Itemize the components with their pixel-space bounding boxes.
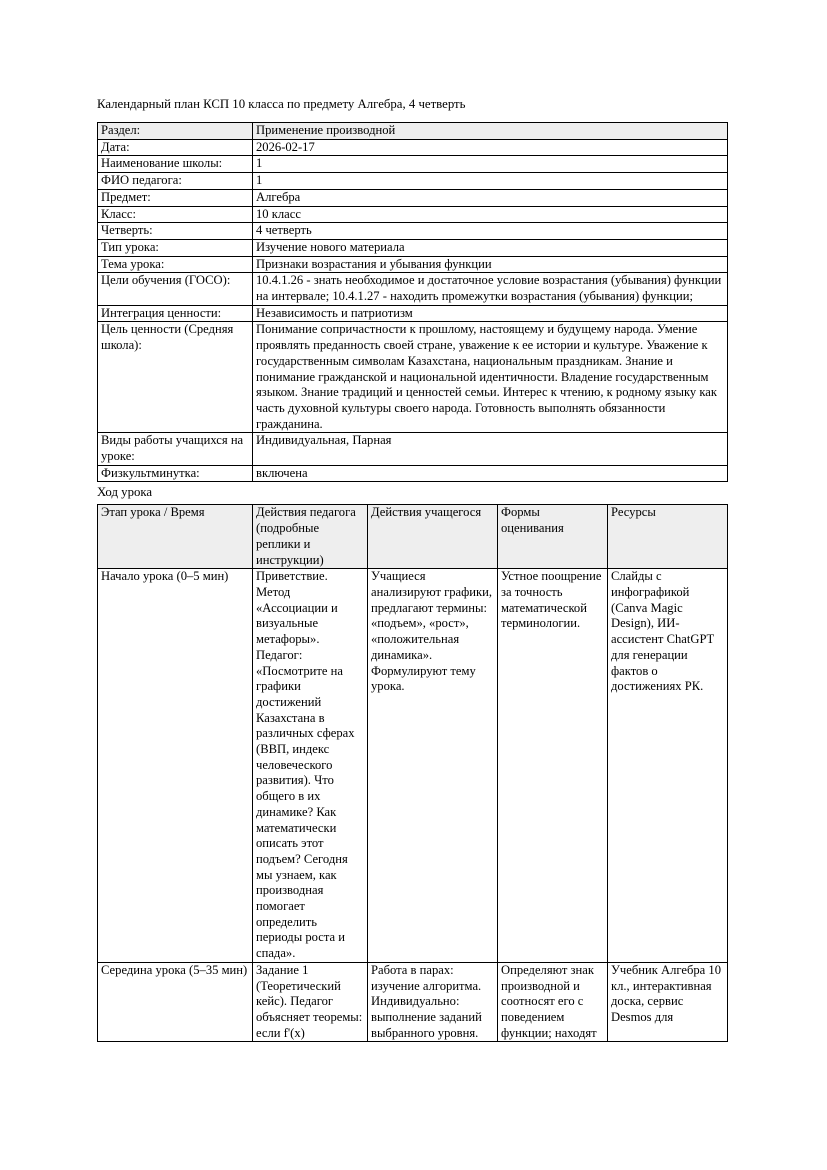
info-value: 10 класс <box>253 206 728 223</box>
section-heading: Ход урока <box>97 485 153 500</box>
info-label: Интеграция ценности: <box>98 305 253 322</box>
info-row-lesson-type <box>98 239 728 256</box>
info-row-values-goal <box>98 322 728 433</box>
lesson-cell-teacher: Задание 1 (Теоретический кейс). Педагог объясняет теоремы: если f'(x) <box>253 962 368 1042</box>
info-row-fizkultminutka <box>98 465 728 482</box>
info-row-class <box>98 206 728 223</box>
info-value: Индивидуальная, Парная <box>253 433 728 465</box>
info-label: Дата: <box>98 139 253 156</box>
lesson-cell-assessment: Устное поощрение за точность математической терминологии. <box>498 569 608 963</box>
info-row-work-types <box>98 433 728 465</box>
lesson-header-student: Действия учащегося <box>368 505 498 569</box>
info-row-razdel <box>98 123 728 140</box>
info-label: ФИО педагога: <box>98 173 253 190</box>
info-value: 4 четверть <box>253 223 728 240</box>
info-value: Применение производной <box>253 123 728 140</box>
info-value: 2026-02-17 <box>253 139 728 156</box>
info-value: Признаки возрастания и убывания функции <box>253 256 728 273</box>
info-row-school <box>98 156 728 173</box>
info-row-lesson-topic <box>98 256 728 273</box>
lesson-cell-student: Учащиеся анализируют графики, предлагают термины: «подъем», «рост», «положительная динамика». Формулируют тему урока. <box>368 569 498 963</box>
lesson-cell-teacher: Приветствие. Метод «Ассоциации и визуальные метафоры». Педагог: «Посмотрите на графики достижений Казахстана в различных сферах (ВВП, индекс человеческого развития). Что общего в их динамике? Как математически описать этот подъем? Сегодня мы узнаем, как производная помогает определить периоды роста и спада». <box>253 569 368 963</box>
info-row-subject <box>98 189 728 206</box>
info-row-quarter <box>98 223 728 240</box>
lesson-header-stage: Этап урока / Время <box>98 505 253 569</box>
lesson-row-start <box>98 569 728 963</box>
lesson-header-assessment: Формы оценивания <box>498 505 608 569</box>
lesson-row-middle <box>98 962 728 1042</box>
lesson-cell-stage: Середина урока (5–35 мин) <box>98 962 253 1042</box>
info-value: 1 <box>253 173 728 190</box>
lesson-header-teacher: Действия педагога (подробные реплики и инструкции) <box>253 505 368 569</box>
info-value: 10.4.1.26 - знать необходимое и достаточное условие возрастания (убывания) функции на интервале; 10.4.1.27 - находить промежутки возрастания (убывания) функции; <box>253 273 728 305</box>
info-label: Цель ценности (Средняя школа): <box>98 322 253 433</box>
info-label: Раздел: <box>98 123 253 140</box>
lesson-table <box>97 504 728 1042</box>
info-label: Предмет: <box>98 189 253 206</box>
lesson-cell-assessment: Определяют знак производной и соотносят его с поведением функции; находят <box>498 962 608 1042</box>
info-row-values-integration <box>98 305 728 322</box>
info-label: Физкультминутка: <box>98 465 253 482</box>
info-label: Цели обучения (ГОСО): <box>98 273 253 305</box>
info-table <box>97 122 728 482</box>
info-value: Независимость и патриотизм <box>253 305 728 322</box>
lesson-header-resources: Ресурсы <box>608 505 728 569</box>
info-value: 1 <box>253 156 728 173</box>
info-value: включена <box>253 465 728 482</box>
info-label: Четверть: <box>98 223 253 240</box>
lesson-cell-resources: Учебник Алгебра 10 кл., интерактивная доска, сервис Desmos для <box>608 962 728 1042</box>
info-value: Алгебра <box>253 189 728 206</box>
info-value: Изучение нового материала <box>253 239 728 256</box>
info-label: Наименование школы: <box>98 156 253 173</box>
info-value: Понимание сопричастности к прошлому, настоящему и будущему народа. Умение проявлять преданность своей стране, уважение к ее истории и культуре. Уважение к государственным символам Казахстана, национальным праздникам. Знание и понимание гражданской и национальной идентичности. Владение государственным языком. Знание традиций и ценностей семьи. Интерес к чтению, к родному языку как часть духовной культуры своего народа. Готовность выполнять обязанности гражданина. <box>253 322 728 433</box>
info-label: Виды работы учащихся на уроке: <box>98 433 253 465</box>
page-title: Календарный план КСП 10 класса по предмету Алгебра, 4 четверть <box>97 97 466 111</box>
info-label: Тип урока: <box>98 239 253 256</box>
lesson-header-row <box>98 505 728 569</box>
info-label: Тема урока: <box>98 256 253 273</box>
info-row-goals <box>98 273 728 305</box>
info-label: Класс: <box>98 206 253 223</box>
lesson-cell-resources: Слайды с инфографикой (Canva Magic Design), ИИ-ассистент ChatGPT для генерации фактов о достижениях РК. <box>608 569 728 963</box>
info-row-data <box>98 139 728 156</box>
lesson-cell-student: Работа в парах: изучение алгоритма. Индивидуально: выполнение заданий выбранного уровня. <box>368 962 498 1042</box>
info-row-teacher <box>98 173 728 190</box>
lesson-cell-stage: Начало урока (0–5 мин) <box>98 569 253 963</box>
document-page <box>97 96 728 1042</box>
